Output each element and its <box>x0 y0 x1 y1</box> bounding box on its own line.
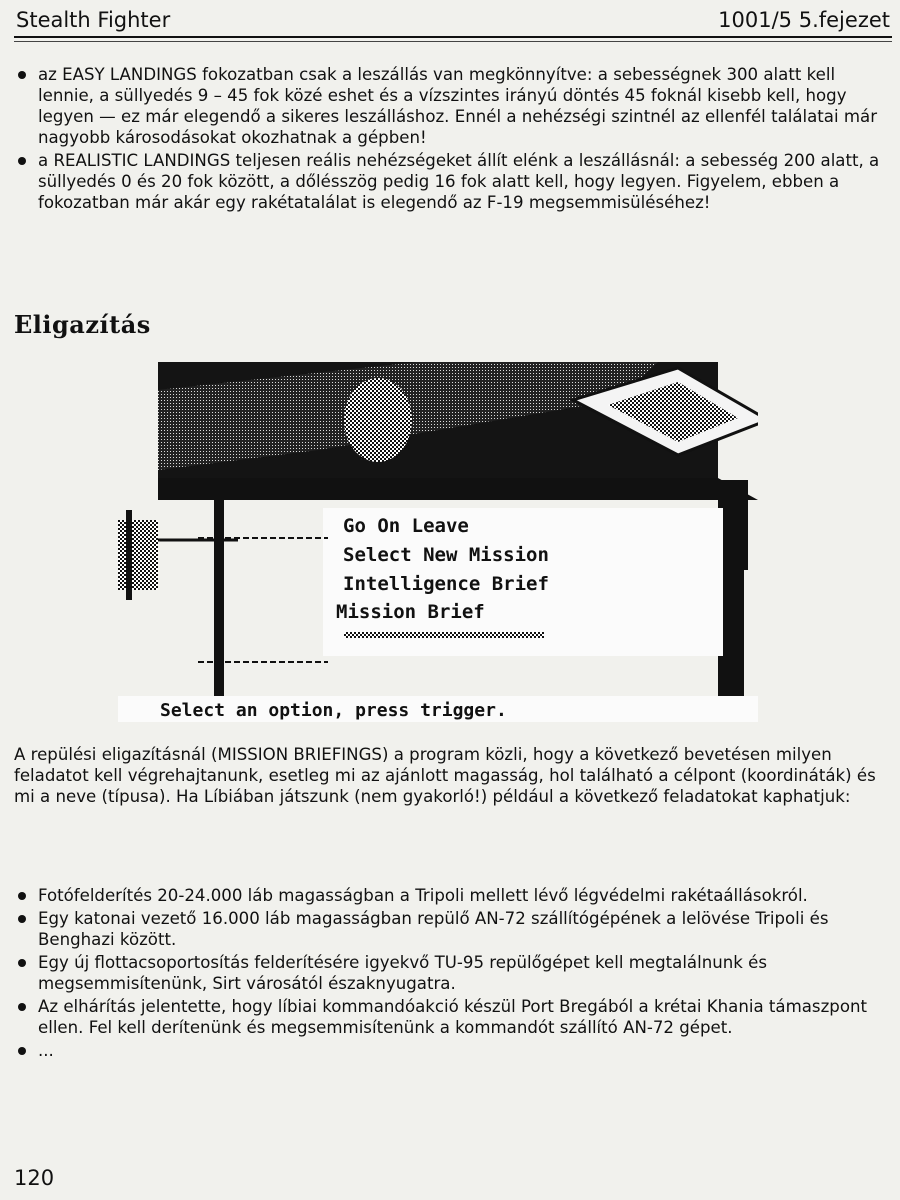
menu-item-intelligence-brief: Intelligence Brief <box>343 573 549 595</box>
list-item <box>14 952 892 994</box>
bullet-icon <box>18 959 26 967</box>
header-chapter: 1001/5 5.fejezet <box>718 8 890 32</box>
list-item-text: az EASY LANDINGS fokozatban csak a leszállás van megkönnyítve: a sebességnek 300 alatt kell lennie, a süllyedés 9 – 45 fok közé eshet és a vízszintes irányú döntés 45 foknál kisebb kell, hogy legyen — ez már elegendő a sikeres leszálláshoz. Ennél a nehézségi szintnél az ellenfél találatai már nagyobb károsodásokat okozhatnak a gépben! <box>38 65 878 147</box>
running-header <box>14 6 892 38</box>
list-item-text: Fotófelderítés 20-24.000 láb magasságban a Tripoli mellett lévő légvédelmi rakétaállásokról. <box>38 886 808 905</box>
bullet-icon <box>18 1003 26 1011</box>
list-item <box>14 908 892 950</box>
list-item <box>14 885 892 906</box>
list-item <box>14 64 892 148</box>
bullet-icon <box>18 892 26 900</box>
menu-item-go-on-leave: Go On Leave <box>343 515 469 537</box>
list-item-text: ... <box>38 1041 54 1060</box>
briefing-room-image <box>118 360 758 722</box>
list-item-text: Az elhárítás jelentette, hogy líbiai kommandóakció készül Port Bregából a krétai Khania támaszpont ellen. Fel kell derítenünk és megsemmisítenünk a kommandót szállító AN-72 gépet. <box>38 997 867 1037</box>
game-screenshot <box>118 360 758 722</box>
mission-examples-list <box>14 885 892 1063</box>
select-prompt: Select an option, press trigger. <box>160 700 507 721</box>
list-item <box>14 996 892 1038</box>
bullet-icon <box>18 71 26 79</box>
page-number: 120 <box>14 1166 55 1190</box>
list-item <box>14 150 892 213</box>
list-item-text: Egy katonai vezető 16.000 láb magasságban repülő AN-72 szállítógépének a lelövése Tripoli és Benghazi között. <box>38 909 829 949</box>
bullet-icon <box>18 915 26 923</box>
bullet-icon <box>18 1047 26 1055</box>
bullet-icon <box>18 157 26 165</box>
briefing-paragraph: A repülési eligazításnál (MISSION BRIEFINGS) a program közli, hogy a következő bevetésen milyen feladatot kell végrehajtanunk, esetleg mi az ajánlott magasság, hol található a célpont (koordináták) és mi a neve (típusa). Ha Líbiában játszunk (nem gyakorló!) például a következő feladatokat kaphatjuk: <box>14 745 876 806</box>
menu-item-mission-brief: Mission Brief <box>336 601 485 623</box>
menu-item-select-new-mission: Select New Mission <box>343 544 549 566</box>
list-item-text: a REALISTIC LANDINGS teljesen reális nehézségeket állít elénk a leszállásnál: a sebesség 200 alatt, a süllyedés 0 és 20 fok között, a dőlésszög pedig 16 fok alatt kell, hogy legyen. Figyelem, ebben a fokozatban már akár egy rakétatalálat is elegendő az F-19 megsemmisüléséhez! <box>38 151 880 212</box>
list-item <box>14 1040 892 1061</box>
landing-options-list <box>14 64 892 215</box>
list-item-text: Egy új flottacsoportosítás felderítésére igyekvő TU-95 repülőgépet kell megtalálnunk és megsemmisítenünk, Sirt városától északnyugatra. <box>38 953 767 993</box>
header-title: Stealth Fighter <box>16 8 171 32</box>
section-title: Eligazítás <box>14 310 151 339</box>
